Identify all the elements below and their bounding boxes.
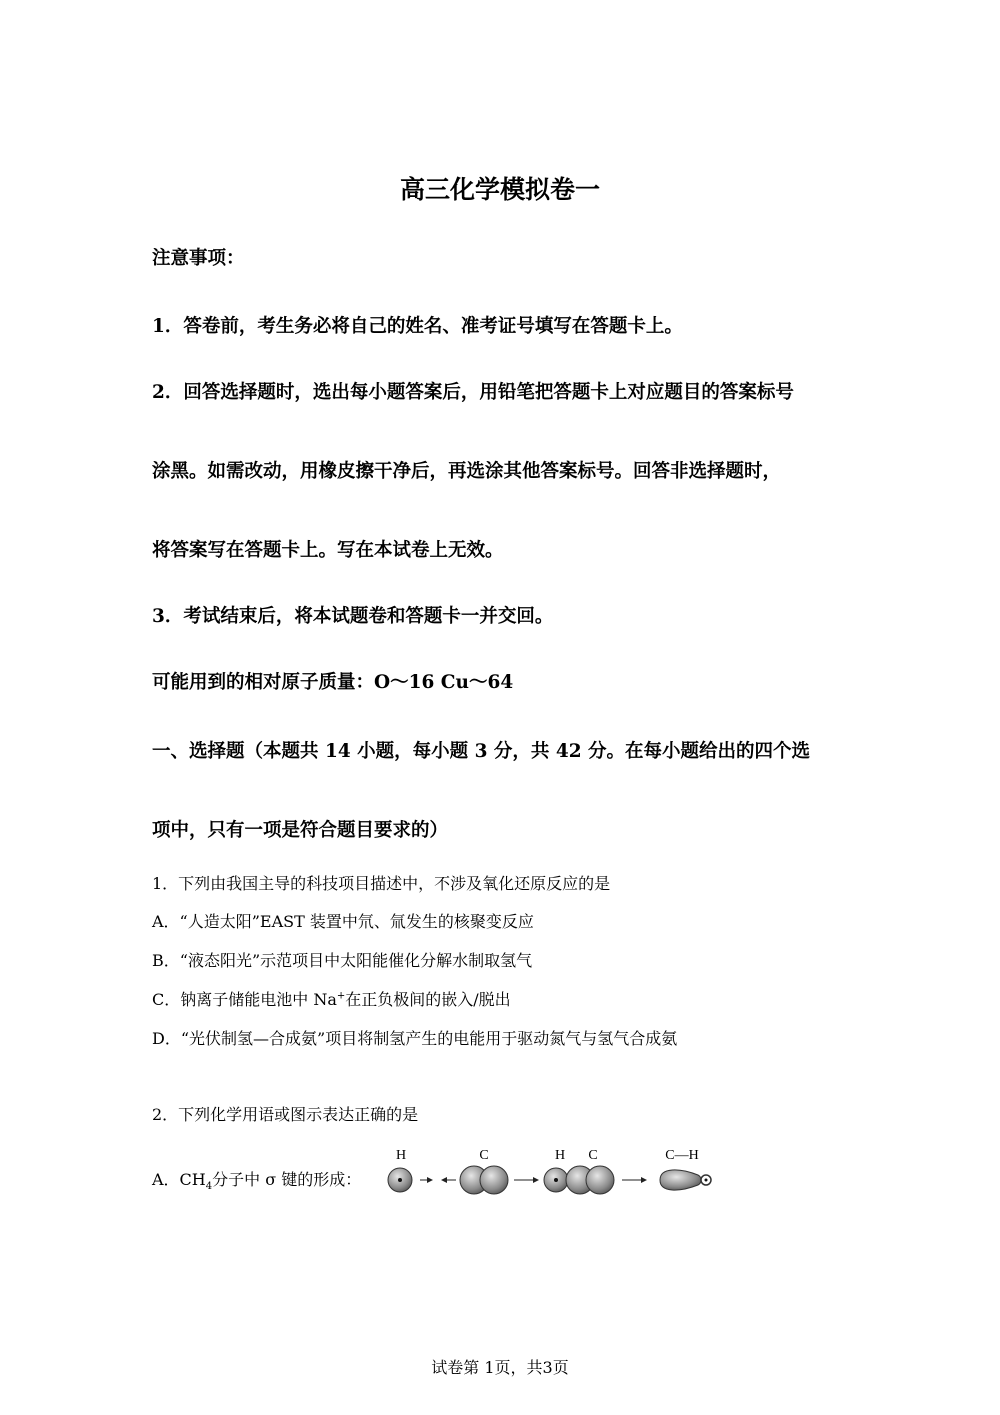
label-c-h: C—H <box>665 1148 699 1163</box>
sigma-bond-orbital <box>660 1170 701 1190</box>
q2-option-a-post: 分子中 σ 键的形成： <box>212 1170 362 1189</box>
q1-option-d: D．“光伏制氢—合成氨”项目将制氢产生的电能用于驱动氮气与氢气合成氨 <box>152 1029 678 1048</box>
atomic-mass-note: 可能用到的相对原子质量：O～16 Cu～64 <box>152 672 514 693</box>
sigma-bond-formation-diagram <box>380 1140 720 1200</box>
q1-option-b: B．“液态阳光”示范项目中太阳能催化分解水制取氢气 <box>152 951 533 970</box>
q2-option-a-pre: A．CH <box>152 1170 206 1189</box>
q2-option-a <box>152 1167 361 1192</box>
q2-stem: 2．下列化学用语或图示表达正确的是 <box>152 1105 419 1124</box>
q2-option-a-sub: 4 <box>205 1181 213 1193</box>
q1-option-c-post: 在正负极间的嵌入/脱出 <box>345 990 511 1009</box>
h-nucleus-1 <box>398 1178 402 1182</box>
q1-stem: 1．下列由我国主导的科技项目描述中，不涉及氧化还原反应的是 <box>152 874 611 893</box>
label-c-1: C <box>479 1148 489 1163</box>
notice-item-1: 1．答卷前，考生务必将自己的姓名、准考证号填写在答题卡上。 <box>152 316 683 337</box>
notice-item-2-line-2: 涂黑。如需改动，用橡皮擦干净后，再选涂其他答案标号。回答非选择题时， <box>152 461 782 482</box>
notice-item-2-line-3: 将答案写在答题卡上。写在本试卷上无效。 <box>152 540 504 561</box>
label-c-2: C <box>588 1148 598 1163</box>
page-footer: 试卷第 1页，共3页 <box>431 1358 569 1377</box>
c-lobe-right-1 <box>480 1166 508 1194</box>
h-nucleus-2 <box>554 1178 558 1182</box>
c-lobe-right-2 <box>586 1166 614 1194</box>
q1-option-c-sup: + <box>336 990 346 1002</box>
section-heading-line-1: 一、选择题（本题共 14 小题，每小题 3 分，共 42 分。在每小题给出的四个选 <box>152 741 811 762</box>
q1-option-a: A．“人造太阳”EAST 装置中氘、氚发生的核聚变反应 <box>152 912 534 931</box>
section-heading-line-2: 项中，只有一项是符合题目要求的） <box>152 820 449 841</box>
page-title: 高三化学模拟卷一 <box>399 175 600 204</box>
notice-heading: 注意事项： <box>152 248 245 269</box>
notice-item-2-line-1: 2．回答选择题时，选出每小题答案后，用铅笔把答题卡上对应题目的答案标号 <box>152 382 794 403</box>
bonded-h-nucleus <box>705 1179 708 1182</box>
label-h-2: H <box>554 1148 566 1163</box>
q1-option-c-pre: C．钠离子储能电池中 Na <box>152 990 337 1009</box>
label-h-1: H <box>395 1148 407 1163</box>
q1-option-c <box>152 987 511 1010</box>
notice-item-3: 3．考试结束后，将本试题卷和答题卡一并交回。 <box>152 606 554 627</box>
